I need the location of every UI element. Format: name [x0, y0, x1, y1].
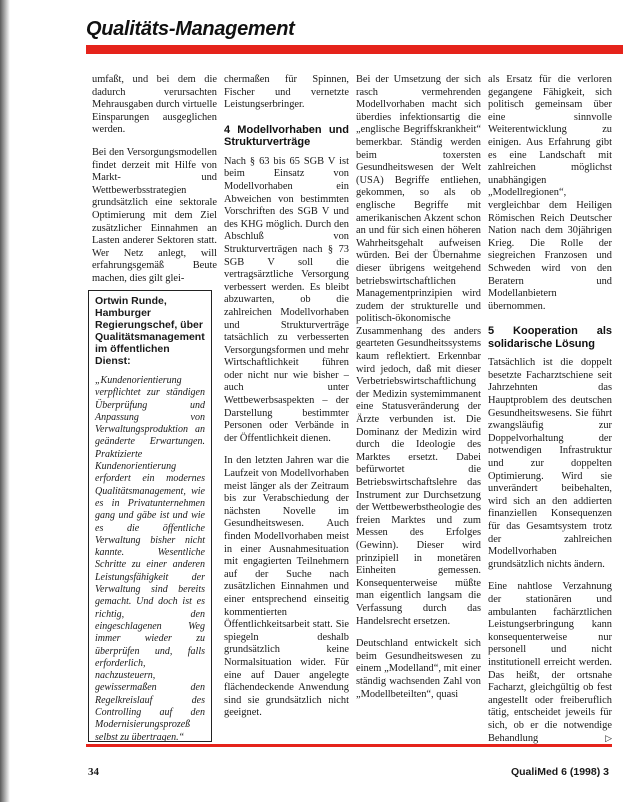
paragraph: Nach § 63 bis 65 SGB V ist beim Einsatz von Modellvorhaben ein Abweichen von bestimmten Vorschriften des SGB V und des KHG möglich. Durch den Abschluß von Strukturverträgen nach § 73 SGB V soll die vertragsärztliche Versorgung verbessert werden. Es bleibt abzuwarten, ob die zahlreichen Modellvorhaben und Strukturverträge tatsächlich zu verbesserten Versorgungsformen und mehr Wirtschaftlichkeit führen oder nicht nur wie bisher – auch unter Wettbewerbsaspekten – der Darstellung bestimmter Personen oder Verbände in der Öffentlichkeit dienen.	[224, 155, 349, 444]
paragraph: als Ersatz für die verloren gegangene Fähigkeit, sich politisch gemeinsam über eine sinnvolle Weiterentwicklung zu einigen. Aus Erfahrung gibt es eine Landschaft mit zahlreichen möglichst unabhängigen „Modellregionen“, vergleichbar dem Heiligen Römischen Reich Deutscher Nation nach dem 30jährigen Krieg. Die Rolle der siegreichen Franzosen und Schweden wird von den Beratern und Modellanbietern übernommen.	[488, 74, 612, 312]
continue-arrow-icon: ▷	[605, 733, 612, 744]
quote-text: „Kundenorientierung verpflichtet zur ständigen Überprüfung und Anpassung von Verwaltungsproduktion an geänderte Erwartungen. Praktizierte Kundenorientierung erfordert ein modernes Qualitätsmanagement, wie es in Privatunternehmen gang und gäbe ist und wie es die öffentliche Verwaltung bisher nicht kannte. Wesentliche Schritte zu einer anderen Leistungsfähigkeit der Verwaltung sind bereits gemacht. Und doch ist es richtig, den eingeschlagenen Weg immer wieder zu überprüfen und, falls erforderlich, nachzusteuern, gewissermaßen den Regelkreislauf des Controlling auf den Modernisierungsprozeß selbst zu übertragen.“	[95, 375, 205, 742]
paragraph: Tatsächlich ist die doppelt besetzte Facharztschiene seit Jahrzehnten das Hauptproblem des deutschen Gesundheitswesens. Sie führt zwangsläufig zur Doppelvorhaltung der notwendigen Infrastruktur und zur doppelten Optimierung. Wird sie unverändert beibehalten, wird sich an den addierten finanziellen Konsequenzen für das Gesamtsystem trotz der zahlreichen Modellvorhaben grundsätzlich nichts ändern.	[488, 357, 612, 570]
footer-accent-bar	[86, 744, 612, 747]
header-accent-bar	[86, 45, 623, 54]
paragraph-text: Eine nahtlose Verzahnung der stationären und ambulanten fachärztlichen Leistungserbringung kann konsequenterweise nur personell und nicht institutionell erreicht werden. Das heißt, der ortsnahe Facharzt, gleichgültig ob fest angestellt oder freiberuflich tätig, entscheidet jeweils für sich, ob er die notwendige Behandlung	[488, 581, 612, 744]
section-heading: 4 Modellvorhaben und Strukturverträge	[224, 123, 349, 149]
column-2	[224, 74, 349, 746]
paragraph: Bei den Versorgungsmodellen findet derzeit mit Hilfe von Markt- und Wettbewerbsstrategien grundsätzlich eine sektorale Optimierung mit dem Ziel zusätzlicher Einnahmen an Lasten anderer Sektoren statt. Wer Netz anlegt, will erfahrungsgemäß Beute machen, dies gilt glei-	[92, 146, 217, 284]
column-4	[488, 74, 612, 746]
scan-edge-shadow	[0, 0, 10, 802]
page-header	[86, 12, 623, 62]
paragraph: Bei der Umsetzung der sich rasch vermehrenden Modellvorhaben macht sich überdies infektionsartig die „englische Begriffskrankheit“ bemerkbar. Ständig werden beim toxersten Gesundheitswesen der Welt (USA) Begriffe entliehen, gekommen, so als ob englische Begriffe mit amerikanischen Akzent schon an und für sich einen höheren Wahrheitsgehalt aufweisen würden. Bei der Übernahme dieser übrigens weitgehend betriebswirtschaftlichen Managementprinzipien wird zudem der strukturelle und politisch-ökonomische Zusammenhang des anders gearteten Gesundheitssystems kaum reflektiert. Erkennbar wird jedoch, daß mit dieser Verbetriebswirtschaftlichung der Medizin systemimmanent eine Statusveränderung der Ärzte verbunden ist. Die Dominanz der Medizin wird durch die Ideologie des Marktes ersetzt. Dabei befürwortet die Betriebswirtschaftslehre das Instrument zur Durchsetzung der Wettbewerbstheologie des freien Marktes und zum Messen des Erfolges (Gewinn). Dieser wird prinzipiell in monetären Einheiten gemessen. Konsequenterweise müßte man eigentlich langsam die Verfassung durch das Handelsrecht ersetzen.	[356, 74, 481, 627]
paragraph: Deutschland entwickelt sich beim Gesundheitswesen zu einem „Modelland“, mit einer ständig wachsenden Zahl von „Modellbeteilten“, quasi	[356, 638, 481, 700]
quote-heading: Ortwin Runde, Hamburger Regierungschef, über Qualitätsmanagement im öffentlichen Dienst:	[95, 295, 205, 367]
paragraph: In den letzten Jahren war die Laufzeit von Modellvorhaben meist länger als der Zeitraum bis zur Verabschiedung der nächsten Novelle im Gesundheitswesen. Auch finden Modellvorhaben meist in einer Ausnahmesituation mit engagierten Teilnehmern auf der Suche nach zusätzlichen Einnahmen und einer entsprechend einseitig kommentierten Öffentlichkeitsarbeit statt. Sie spiegeln deshalb grundsätzlich keine Normalsituation wider. Für eine auf Dauer angelegte flächendeckende Anwendung sind sie grundsätzlich nicht geeignet.	[224, 455, 349, 719]
page-number: 34	[88, 766, 99, 778]
paragraph: umfaßt, und bei dem die dadurch verursachten Mehrausgaben durch virtuelle Einsparungen ausgeglichen werden.	[92, 74, 217, 136]
column-3	[356, 74, 481, 746]
quote-box	[88, 290, 212, 742]
section-title: Qualitäts-Management	[86, 18, 295, 40]
section-heading: 5 Kooperation als solidarische Lösung	[488, 325, 612, 350]
paragraph: chermaßen für Spinnen, Fischer und vernetzte Leistungserbringer.	[224, 74, 349, 111]
journal-citation: QualiMed 6 (1998) 3	[510, 766, 609, 778]
column-1	[92, 74, 217, 286]
paragraph	[488, 581, 612, 745]
